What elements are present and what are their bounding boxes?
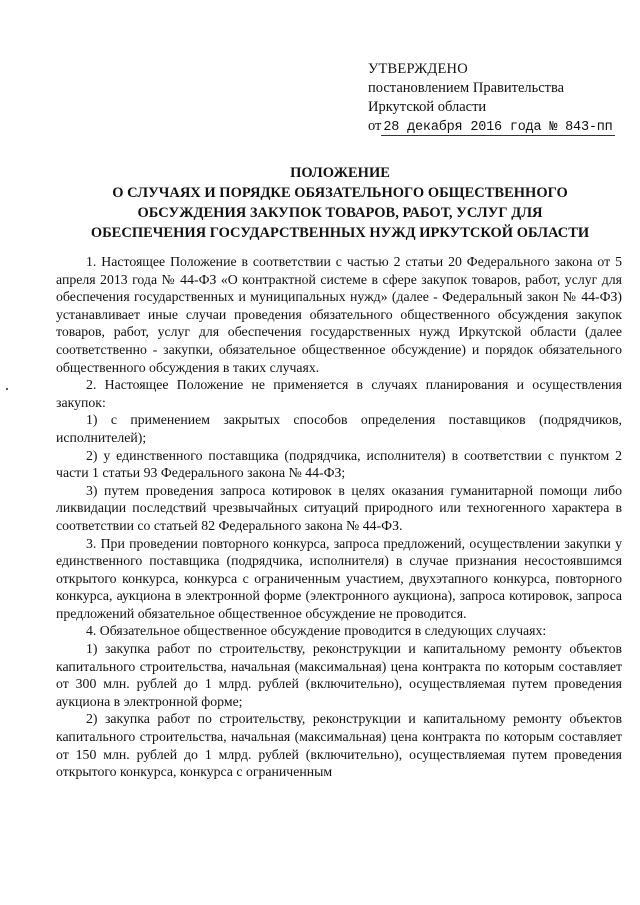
paragraph-4-item-2: 2) закупка работ по строительству, реконструкции и капитальному ремонту объектов капитального строительства, начальная (максимальная) цена контракта по которым составляет от 150 млн. рублей до 1 млрд. рублей (включительно), осуществляемая путем проведения открытого конкурса, конкурса с ограниченным <box>56 711 622 780</box>
approved-heading: УТВЕРЖДЕНО <box>368 61 468 77</box>
date-typed: 28 декабря 2016 года № 843-пп <box>383 120 613 135</box>
paragraph-1: 1. Настоящее Положение в соответствии с частью 2 статьи 20 Федерального закона от 5 апреля 2013 года № 44-ФЗ «О контрактной системе в сфере закупок товаров, работ, услуг для обеспечения государственных и муниципальных нужд» (далее - Федеральный закон № 44-ФЗ) устанавливает иные случаи проведения обязательного общественного обсуждения закупок товаров, работ, услуг для обеспечения государственных нужд Иркутской области (далее соответственно - закупки, обязательное общественное обсуждение) и порядок обязательного общественного обсуждения в таких случаях. <box>56 254 622 375</box>
paragraph-2-item-2: 2) у единственного поставщика (подрядчика, исполнителя) в соответствии с пунктом 2 части 1 статьи 93 Федерального закона № 44-ФЗ; <box>56 447 622 481</box>
paragraph-4-item-1: 1) закупка работ по строительству, реконструкции и капитальному ремонту объектов капитального строительства, начальная (максимальная) цена контракта по которым составляет от 300 млн. рублей до 1 млрд. рублей (включительно), осуществляемая путем проведения аукциона в электронной форме; <box>56 641 622 709</box>
paragraph-2-item-1: 1) с применением закрытых способов определения поставщиков (подрядчиков, исполнителей); <box>56 412 622 445</box>
paragraph-4: 4. Обязательное общественное обсуждение проводится в следующих случаях: <box>86 623 547 639</box>
document-title <box>60 163 620 243</box>
title-line-4: ОБЕСПЕЧЕНИЯ ГОСУДАРСТВЕННЫХ НУЖД ИРКУТСКОЙ ОБЛАСТИ <box>90 225 590 241</box>
date-prefix: от <box>368 118 382 134</box>
paragraph-3: 3. При проведении повторного конкурса, запроса предложений, осуществлении закупки у единственного поставщика (подрядчика, исполнителя) в случае признания несостоявшимся открытого конкурса, конкурса с ограниченным участием, двухэтапного конкурса, повторного конкурса, аукциона в электронной форме (электронного аукциона), запроса котировок, запроса предложений обязательное общественное обсуждение не проводится. <box>56 535 622 621</box>
paragraph-2-item-3: 3) путем проведения запроса котировок в целях оказания гуманитарной помощи либо ликвидации последствий чрезвычайных ситуаций природного или техногенного характера в соответствии со статьей 82 Федерального закона № 44-ФЗ. <box>56 482 622 533</box>
approval-stamp <box>368 60 618 137</box>
document-body <box>56 253 622 781</box>
title-line-3: ОБСУЖДЕНИЯ ЗАКУПОК ТОВАРОВ, РАБОТ, УСЛУГ ДЛЯ <box>137 205 543 221</box>
paragraph-2: 2. Настоящее Положение не применяется в случаях планирования и осуществления закупок: <box>56 377 622 410</box>
approval-line-1: постановлением Правительства <box>368 80 565 96</box>
title-line-2: О СЛУЧАЯХ И ПОРЯДКЕ ОБЯЗАТЕЛЬНОГО ОБЩЕСТВЕННОГО <box>112 185 568 201</box>
approval-line-2: Иркутской области <box>368 99 487 115</box>
title-line-1: ПОЛОЖЕНИЕ <box>290 165 390 181</box>
scan-edge-mark <box>6 388 8 390</box>
approval-date-line <box>368 117 618 137</box>
